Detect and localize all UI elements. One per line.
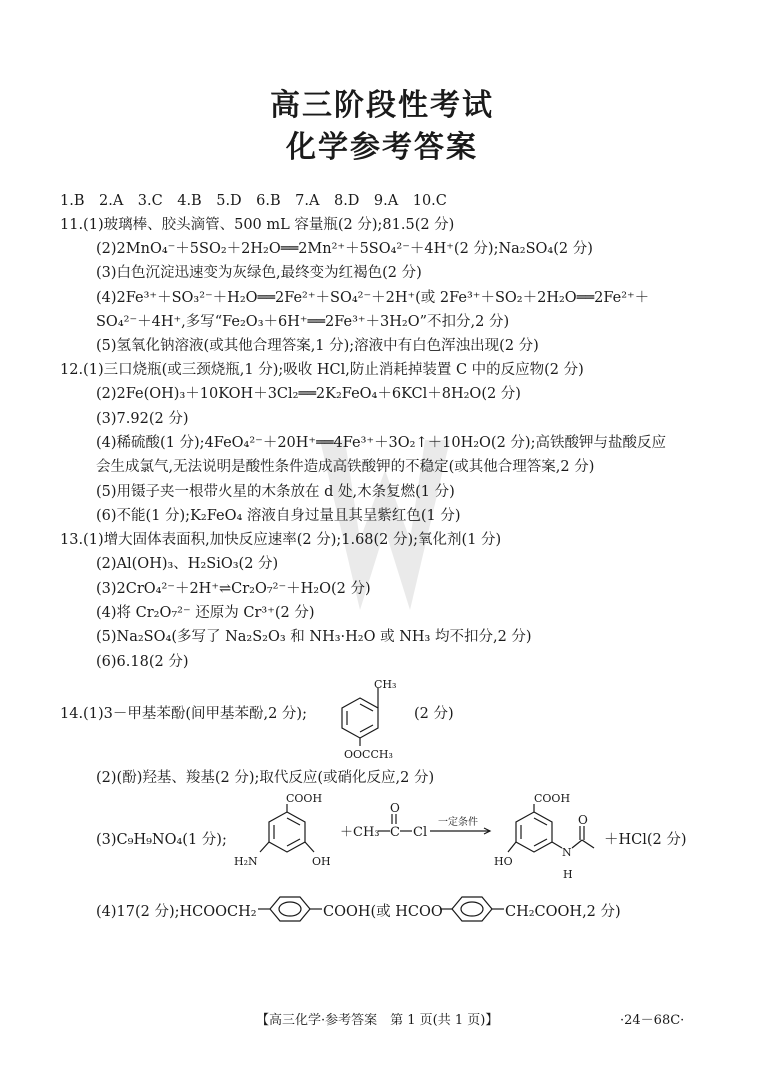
answer-line-14-4c: CH₂COOH,2 分): [505, 904, 621, 920]
answer-line-11-2: (2)2MnO₄⁻＋5SO₂＋2H₂O══2Mn²⁺＋5SO₄²⁻＋4H⁺(2 分);Na₂SO₄(2 分): [96, 241, 593, 257]
label-cl: Cl: [413, 825, 428, 840]
label-ch3: CH₃: [374, 678, 397, 691]
label-cooh-product: COOH: [534, 792, 571, 805]
footer-page-info: 【高三化学·参考答案 第 1 页(共 1 页)】: [256, 1013, 499, 1028]
answer-line-12-6: (6)不能(1 分);K₂FeO₄ 溶液自身过量且其呈紫红色(1 分): [96, 508, 461, 524]
answer-line-14-1-score: (2 分): [414, 706, 454, 722]
answer-line-13-2: (2)Al(OH)₃、H₂SiO₃(2 分): [96, 556, 279, 572]
answer-line-13-1: 13.(1)增大固体表面积,加快反应速率(2 分);1.68(2 分);氧化剂(1 分): [60, 532, 502, 548]
answer-line-14-1: 14.(1)3－甲基苯酚(间甲基苯酚,2 分);: [60, 706, 307, 722]
label-h2n: H₂N: [234, 855, 258, 868]
benzene-ring-1: [258, 894, 322, 924]
label-plus-ch3: ＋CH₃: [340, 825, 380, 840]
answer-line-12-4b: 会生成氯气,无法说明是酸性条件造成高铁酸钾的不稳定(或其他合理答案,2 分): [96, 459, 595, 475]
label-ho: HO: [494, 855, 513, 868]
answer-line-14-3-score: ＋HCl(2 分): [604, 832, 687, 848]
answer-line-12-1: 12.(1)三口烧瓶(或三颈烧瓶,1 分);吸收 HCl,防止消耗掉装置 C 中的反应物(2 分): [60, 362, 584, 378]
answer-line-11-5: (5)氢氧化钠溶液(或其他合理答案,1 分);溶液中有白色浑浊出现(2 分): [96, 338, 539, 354]
answer-line-11-4b: SO₄²⁻＋4H⁺,多写“Fe₂O₃＋6H⁺══2Fe³⁺＋3H₂O”不扣分,2 分): [96, 314, 510, 330]
benzene-ring-2: [440, 894, 504, 924]
label-o-carbonyl: O: [390, 801, 400, 815]
label-oh: OH: [312, 855, 331, 868]
answer-line-11-1: 11.(1)玻璃棒、胶头滴管、500 mL 容量瓶(2 分);81.5(2 分): [60, 217, 455, 233]
answer-line-12-4a: (4)稀硫酸(1 分);4FeO₄²⁻＋20H⁺══4Fe³⁺＋3O₂↑＋10H₂O(2 分);高铁酸钾与盐酸反应: [96, 435, 666, 451]
answer-line-12-3: (3)7.92(2 分): [96, 411, 189, 427]
reaction-condition: 一定条件: [438, 817, 478, 828]
answer-line-14-4a: (4)17(2 分);HCOOCH₂: [96, 904, 257, 920]
answer-line-12-5: (5)用镊子夹一根带火星的木条放在 d 处,木条复燃(1 分): [96, 484, 455, 500]
label-cooh: COOH: [286, 792, 323, 805]
label-h: H: [563, 868, 573, 881]
answer-line-11-3: (3)白色沉淀迅速变为灰绿色,最终变为红褐色(2 分): [96, 265, 422, 281]
answer-line-13-3: (3)2CrO₄²⁻＋2H⁺⇌Cr₂O₇²⁻＋H₂O(2 分): [96, 581, 371, 597]
answer-line-11-4a: (4)2Fe³⁺＋SO₃²⁻＋H₂O══2Fe²⁺＋SO₄²⁻＋2H⁺(或 2Fe³⁺＋SO₂＋2H₂O══2Fe²⁺＋: [96, 290, 650, 306]
answer-line-14-3: (3)C₉H₉NO₄(1 分);: [96, 832, 227, 848]
answer-line-14-2: (2)(酚)羟基、羧基(2 分);取代反应(或硝化反应,2 分): [96, 770, 435, 786]
answer-line-13-4: (4)将 Cr₂O₇²⁻ 还原为 Cr³⁺(2 分): [96, 605, 315, 621]
answer-line-12-2: (2)2Fe(OH)₃＋10KOH＋3Cl₂══2K₂FeO₄＋6KCl＋8H₂O(2 分): [96, 386, 521, 402]
label-n: N: [562, 846, 572, 859]
structure-acetyl-chloride: [340, 800, 500, 845]
structure-product-amide: [494, 790, 604, 885]
answer-line-13-5: (5)Na₂SO₄(多写了 Na₂S₂O₃ 和 NH₃·H₂O 或 NH₃ 均不扣分,2 分): [96, 629, 532, 645]
label-o-amide: O: [578, 813, 588, 827]
page-title: 高三阶段性考试: [270, 88, 494, 123]
label-c: C: [390, 825, 400, 840]
answer-line-13-6: (6)6.18(2 分): [96, 654, 189, 670]
label-ooccch3: OOCCH₃: [344, 748, 393, 761]
structure-aminohydroxybenzoic-acid: [232, 790, 342, 875]
structure-m-cresyl-acetate: [330, 674, 412, 764]
footer-code: ·24－68C·: [620, 1013, 685, 1028]
page-subtitle: 化学参考答案: [286, 130, 478, 165]
answer-line-14-4b: COOH(或 HCOO: [323, 904, 443, 920]
answer-line-choice: 1.B 2.A 3.C 4.B 5.D 6.B 7.A 8.D 9.A 10.C: [60, 193, 447, 209]
